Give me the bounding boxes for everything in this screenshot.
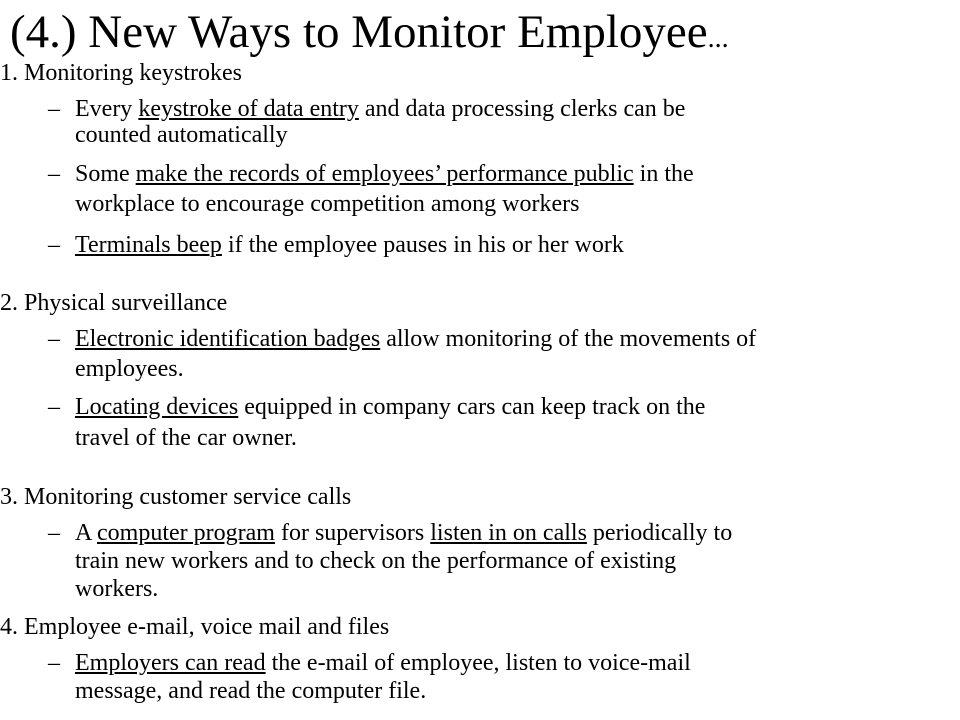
bullet-dash: – <box>48 520 60 546</box>
text-run: allow monitoring of the movements of <box>380 326 757 352</box>
underlined-phrase: Employers can read <box>75 650 266 676</box>
underlined-phrase: Locating devices <box>75 394 239 420</box>
slide-title <box>10 4 729 67</box>
text-run: workplace to encourage competition among workers <box>75 191 580 217</box>
slide-title-ellipsis: ... <box>707 23 729 54</box>
underlined-phrase: Terminals beep <box>75 232 222 258</box>
slide-title-text: (4.) New Ways to Monitor Employee <box>10 6 708 58</box>
section-heading-physical: 2. Physical surveillance <box>0 290 228 316</box>
bullet-line <box>75 548 676 574</box>
section-heading-keystrokes: 1. Monitoring keystrokes <box>0 60 242 86</box>
bullet-dash: – <box>48 232 60 258</box>
underlined-phrase: Electronic identification badges <box>75 326 381 352</box>
bullet-line <box>75 191 580 217</box>
text-run: message, and read the computer file. <box>75 678 427 704</box>
text-run: workers. <box>75 576 159 602</box>
bullet-line <box>75 650 691 676</box>
bullet-line <box>75 394 705 420</box>
text-run: in the <box>633 161 694 187</box>
bullet-dash: – <box>48 650 60 676</box>
bullet-line <box>75 425 297 451</box>
bullet-line <box>75 520 732 546</box>
text-run: employees. <box>75 356 184 382</box>
bullet-line <box>75 232 624 258</box>
bullet-line <box>75 576 158 602</box>
section-heading-email: 4. Employee e-mail, voice mail and files <box>0 614 390 640</box>
bullet-line <box>75 678 426 704</box>
text-run: train new workers and to check on the performance of existing <box>75 548 677 574</box>
underlined-phrase: listen in on calls <box>430 520 587 546</box>
text-run: and data processing clerks can be <box>358 96 686 122</box>
bullet-line <box>75 122 288 148</box>
bullet-line <box>75 356 184 382</box>
bullet-dash: – <box>48 161 60 187</box>
underlined-phrase: make the records of employees’ performance public <box>135 161 634 187</box>
underlined-phrase: computer program <box>97 520 275 546</box>
text-run: if the employee pauses in his or her work <box>221 232 624 258</box>
text-run: travel of the car owner. <box>75 425 297 451</box>
text-run: counted automatically <box>75 122 288 148</box>
text-run: A <box>75 520 98 546</box>
text-run: the e-mail of employee, listen to voice-mail <box>265 650 691 676</box>
text-run: periodically to <box>586 520 733 546</box>
bullet-dash: – <box>48 96 60 122</box>
bullet-dash: – <box>48 394 60 420</box>
bullet-line <box>75 96 685 122</box>
bullet-dash: – <box>48 326 60 352</box>
text-run: Some <box>75 161 136 187</box>
text-run: equipped in company cars can keep track on the <box>238 394 706 420</box>
bullet-line <box>75 326 756 352</box>
text-run: Every <box>75 96 139 122</box>
section-heading-service-calls: 3. Monitoring customer service calls <box>0 484 352 510</box>
bullet-line <box>75 161 694 187</box>
underlined-phrase: keystroke of data entry <box>138 96 359 122</box>
text-run: for supervisors <box>274 520 431 546</box>
